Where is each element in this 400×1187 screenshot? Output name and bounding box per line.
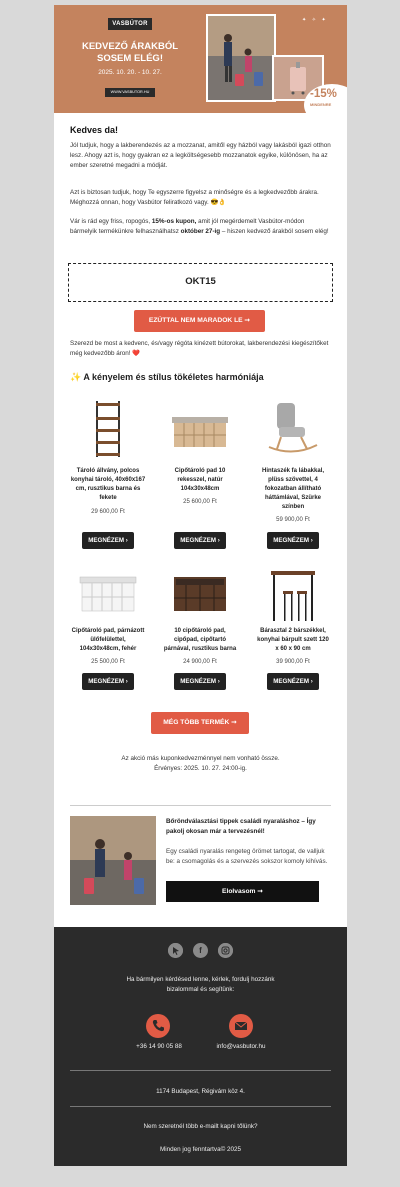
view-product-button[interactable]: MEGNÉZEM ›	[82, 532, 134, 549]
instagram-icon[interactable]	[218, 943, 233, 958]
footer-divider	[70, 1106, 331, 1107]
sparkle-decoration-icon: ✦ ✧ ✦	[302, 17, 328, 23]
family-luggage-icon	[208, 16, 274, 100]
view-product-button[interactable]: MEGNÉZEM ›	[267, 532, 319, 549]
discount-percent: -15%	[310, 88, 337, 100]
product-price: 29 600,00 Ft	[91, 509, 125, 515]
quality-paragraph: Azt is biztosan tudjuk, hogy Te egyszerre figyelsz a minőségre és a legkedvezőbb árakra. Méghozzá onnan, hogy Vasbútor feliratkozó vagy. 😎👌	[70, 189, 319, 206]
pointer-icon[interactable]	[168, 943, 183, 958]
product-name[interactable]: 10 cipőtároló pad, cipőpad, cipőtartó párnával, rusztikus barna	[163, 628, 237, 652]
section-title	[70, 372, 264, 383]
read-more-button[interactable]: Elolvasom ➞	[166, 881, 319, 902]
sparkle-icon: ✨	[70, 372, 82, 382]
phone-glyph-icon	[146, 1014, 170, 1038]
blog-excerpt: Egy családi nyaralás rengeteg örömet tartogat, de valljuk be: a csomagolás és a szervezés sokszor komoly kihívás.	[166, 848, 328, 865]
product-card[interactable]	[255, 567, 331, 697]
rustic-shoe-bench-icon	[170, 567, 230, 625]
company-address: 1174 Budapest, Régivám köz 4.	[156, 1088, 245, 1095]
more-products-button[interactable]: MÉG TÖBB TERMÉK ➞	[151, 712, 249, 734]
view-product-button[interactable]: MEGNÉZEM ›	[174, 532, 226, 549]
vasbutor-logo: VASBÚTOR	[108, 18, 152, 30]
product-card[interactable]	[255, 399, 331, 559]
claim-offer-button[interactable]: EZÚTTAL NEM MARADOK LE ➞	[134, 310, 265, 332]
view-product-button[interactable]: MEGNÉZEM ›	[174, 673, 226, 690]
greeting: Kedves da!	[70, 125, 119, 135]
product-name[interactable]: Bárasztal 2 bárszékkel, konyhai bárpult szett 120 x 60 x 90 cm	[257, 628, 329, 652]
help-line1: Ha bármilyen kérdésed lenne, kérlek, fordulj hozzánk	[126, 976, 275, 983]
hero-dates: 2025. 10. 20. - 10. 27.	[98, 69, 162, 76]
family-travel-icon	[70, 816, 156, 905]
blog-image[interactable]	[70, 816, 156, 905]
hero-url[interactable]: WWW.VASBUTOR.HU	[105, 88, 155, 97]
white-shoe-bench-icon	[78, 567, 138, 625]
coupon-paragraph	[70, 217, 332, 237]
hero-title	[60, 41, 200, 65]
email-body	[54, 5, 347, 1166]
shoe-bench-icon	[170, 399, 230, 457]
offer-note	[84, 754, 317, 774]
after-button-text: Szerezd be most a kedvenc, és/vagy régóta kinézett bútorokat, lakberendezési kiegészítőket még kedvezőbb áron!	[70, 340, 329, 357]
envelope-icon	[229, 1014, 253, 1038]
email-address[interactable]: info@vasbutor.hu	[216, 1043, 266, 1050]
product-price: 39 900,00 Ft	[276, 659, 310, 665]
divider	[70, 805, 331, 806]
section-title-text: A kényelem és stílus tökéletes harmóniája	[83, 372, 264, 382]
p3-text-a: Vár is rád egy friss, ropogós,	[70, 218, 152, 225]
p3-text-e: – hiszen kedvező árakból sosem elég!	[220, 228, 329, 235]
offer-note-line2: Érvényes: 2025. 10. 27. 24:00-ig.	[154, 765, 247, 772]
p3-coupon-bold: 15%-os kupon,	[151, 218, 197, 225]
hero-title-line1: KEDVEZŐ ÁRAKBÓL	[81, 41, 179, 52]
product-card[interactable]	[162, 567, 238, 697]
hero-photo-family	[206, 14, 276, 102]
camera-icon	[218, 943, 233, 958]
rocking-chair-icon	[263, 399, 323, 457]
product-price: 25 500,00 Ft	[91, 659, 125, 665]
cursor-icon	[168, 943, 183, 958]
product-price: 24 900,00 Ft	[183, 659, 217, 665]
product-card[interactable]	[70, 399, 146, 559]
facebook-icon[interactable]: f	[193, 943, 208, 958]
copyright: Minden jog fenntartva© 2025	[160, 1146, 241, 1153]
product-name[interactable]: Cipőtároló pad 10 rekesszel, natúr 104x30x48cm	[174, 468, 226, 492]
intro-paragraph: Jól tudjuk, hogy a lakberendezés az a mozzanat, amitől egy házból vagy lakásból igazi otthon lesz. Ahogy azt is, hogy gyakran ez a legköltségesebb mozzanatok egyike, különösen, ha az ember szeretné megadni a módját.	[70, 142, 331, 169]
storage-rack-icon	[78, 399, 138, 457]
view-product-button[interactable]: MEGNÉZEM ›	[82, 673, 134, 690]
discount-label: MINDENRE	[310, 102, 332, 107]
phone-icon[interactable]	[146, 1014, 170, 1038]
email-icon[interactable]	[229, 1014, 253, 1038]
bar-table-icon	[263, 567, 323, 625]
hero-banner[interactable]	[54, 5, 347, 113]
product-price: 59 900,00 Ft	[276, 517, 310, 523]
help-text	[74, 975, 327, 995]
after-button-paragraph	[70, 339, 332, 359]
unsubscribe-link[interactable]: Nem szeretnél több e-mailt kapni tőlünk?	[143, 1123, 258, 1130]
footer-divider	[70, 1070, 331, 1071]
help-line2: bizalommal és segítünk:	[166, 986, 235, 993]
p3-deadline-bold: október 27-ig	[180, 228, 221, 235]
hero-title-line2: SOSEM ELÉG!	[97, 53, 163, 64]
product-card[interactable]	[70, 567, 146, 697]
view-product-button[interactable]: MEGNÉZEM ›	[267, 673, 319, 690]
blog-title[interactable]: Bőröndválasztási tippek családi nyaraláshoz – Így pakolj okosan már a tervezésnél!	[166, 818, 316, 835]
product-name[interactable]: Cipőtároló pad, párnázott ülőfelülettel, 104x30x48cm, fehér	[71, 628, 145, 652]
coupon-code-box[interactable]: OKT15	[68, 263, 333, 302]
product-price: 25 600,00 Ft	[183, 499, 217, 505]
product-name[interactable]: Hintaszék fa lábakkal, plüss szövettel, 4 fokozatban állítható háttámlával, Szürke színben	[261, 468, 325, 510]
product-name[interactable]: Tároló állvány, polcos konyhai tároló, 40x60x167 cm, rusztikus barna és fekete	[70, 468, 146, 501]
p3-text-c: amit jól megérdemelt Vasbútor-módon bármelyik termékünkre felhasználhatsz	[70, 218, 305, 235]
offer-note-line1: Az akció más kuponkedvezménnyel nem vonható össze.	[121, 755, 280, 762]
product-card[interactable]	[162, 399, 238, 559]
heart-icon: ❤️	[132, 350, 141, 357]
phone-number[interactable]: +36 14 90 05 88	[136, 1043, 182, 1050]
